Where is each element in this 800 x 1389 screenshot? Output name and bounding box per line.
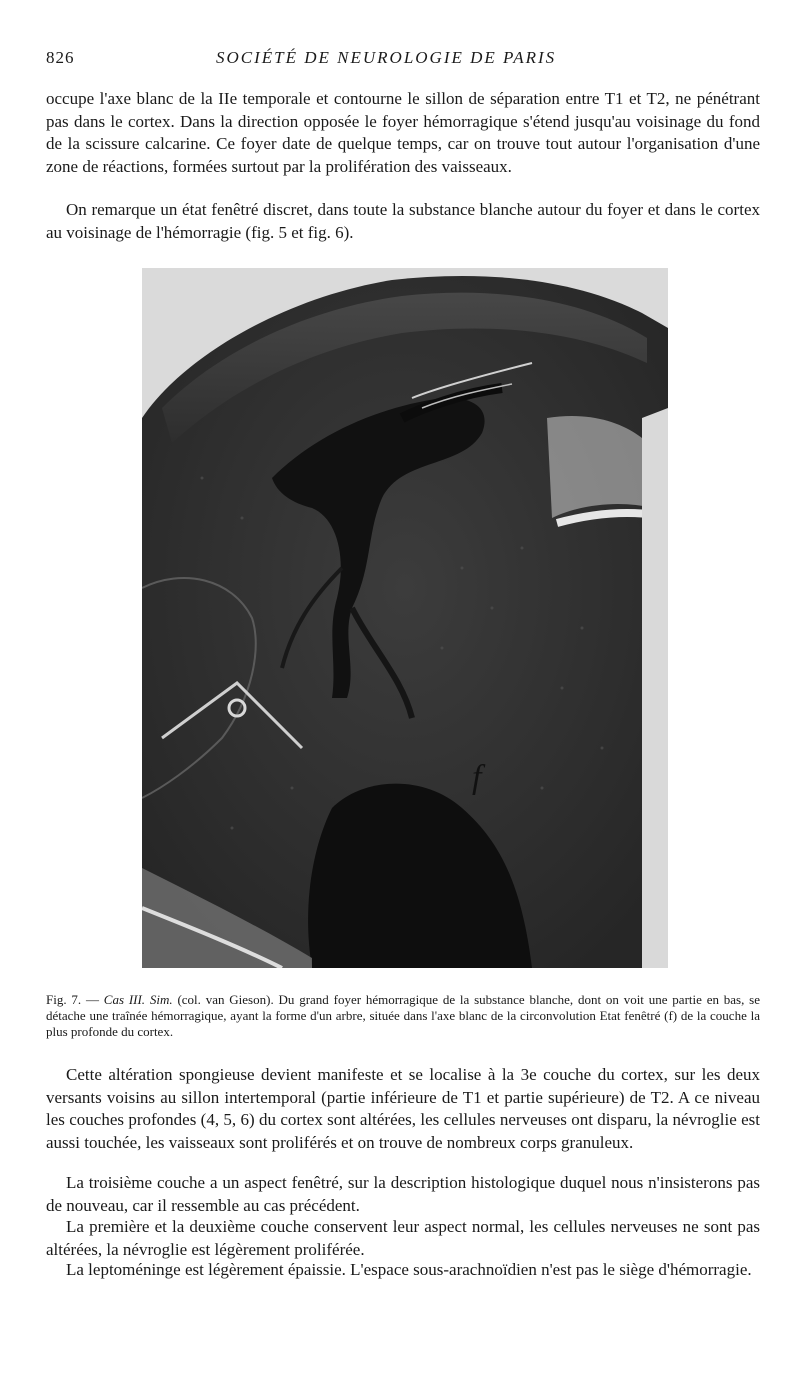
caption-label: Fig. 7. —: [46, 992, 99, 1007]
histology-photograph: [142, 268, 668, 968]
figure-caption: [46, 992, 760, 1040]
brain-section-micrograph: [142, 268, 668, 968]
caption-text: (col. van Gieson). Du grand foyer hémorragique de la substance blanche, dont on voit une partie en bas, se détache une traînée hémorragique, ayant la forme d'un arbre, située dans l'axe blanc de la circonvolution Etat fenêtré (f) de la couche la plus profonde du cortex.: [46, 992, 761, 1039]
body-paragraph-3: Cette altération spongieuse devient manifeste et se localise à la 3e couche du cortex, sur les deux versants voisins au sillon intertemporal (partie inférieure de T1 et partie supérieure) de T2. A ce niveau les couches profondes (4, 5, 6) du cortex sont altérées, les cellules nerveuses ont disparu, la névroglie est aussi touchée, les vaisseaux sont proliférés et on trouve de nombreux corps granuleux.: [46, 1065, 760, 1152]
body-paragraph-5: La première et la deuxième couche conservent leur aspect normal, les cellules nerveuses ne sont pas altérées, la névroglie est légèrement proliférée.: [46, 1217, 760, 1259]
body-paragraph-1: occupe l'axe blanc de la IIe temporale et contourne le sillon de séparation entre T1 et T2, ne pénétrant pas dans le cortex. Dans la direction opposée le foyer hémorragique s'étend jusqu'au voisinage du fond de la scissure calcarine. Ce foyer date de quelque temps, car on trouve tout autour l'organisation d'une zone de réactions, formées surtout par la prolifération des vaisseaux.: [46, 89, 760, 176]
figure-label-f: f: [472, 759, 482, 796]
body-paragraph-6: La leptoméninge est légèrement épaissie. L'espace sous-arachnoïdien n'est pas le siège d'hémorragie.: [66, 1260, 752, 1279]
caption-case: Cas III. Sim.: [103, 992, 173, 1007]
page-header: [46, 48, 760, 74]
body-paragraph-4: La troisième couche a un aspect fenêtré, sur la description histologique duquel nous n'insisterons pas de nouveau, car il ressemble au cas précédent.: [46, 1173, 760, 1215]
running-head: SOCIÉTÉ DE NEUROLOGIE DE PARIS: [216, 48, 557, 67]
page-number: 826: [46, 48, 75, 67]
body-paragraph-2: On remarque un état fenêtré discret, dans toute la substance blanche autour du foyer et dans le cortex au voisinage de l'hémorragie (fig. 5 et fig. 6).: [46, 200, 760, 242]
